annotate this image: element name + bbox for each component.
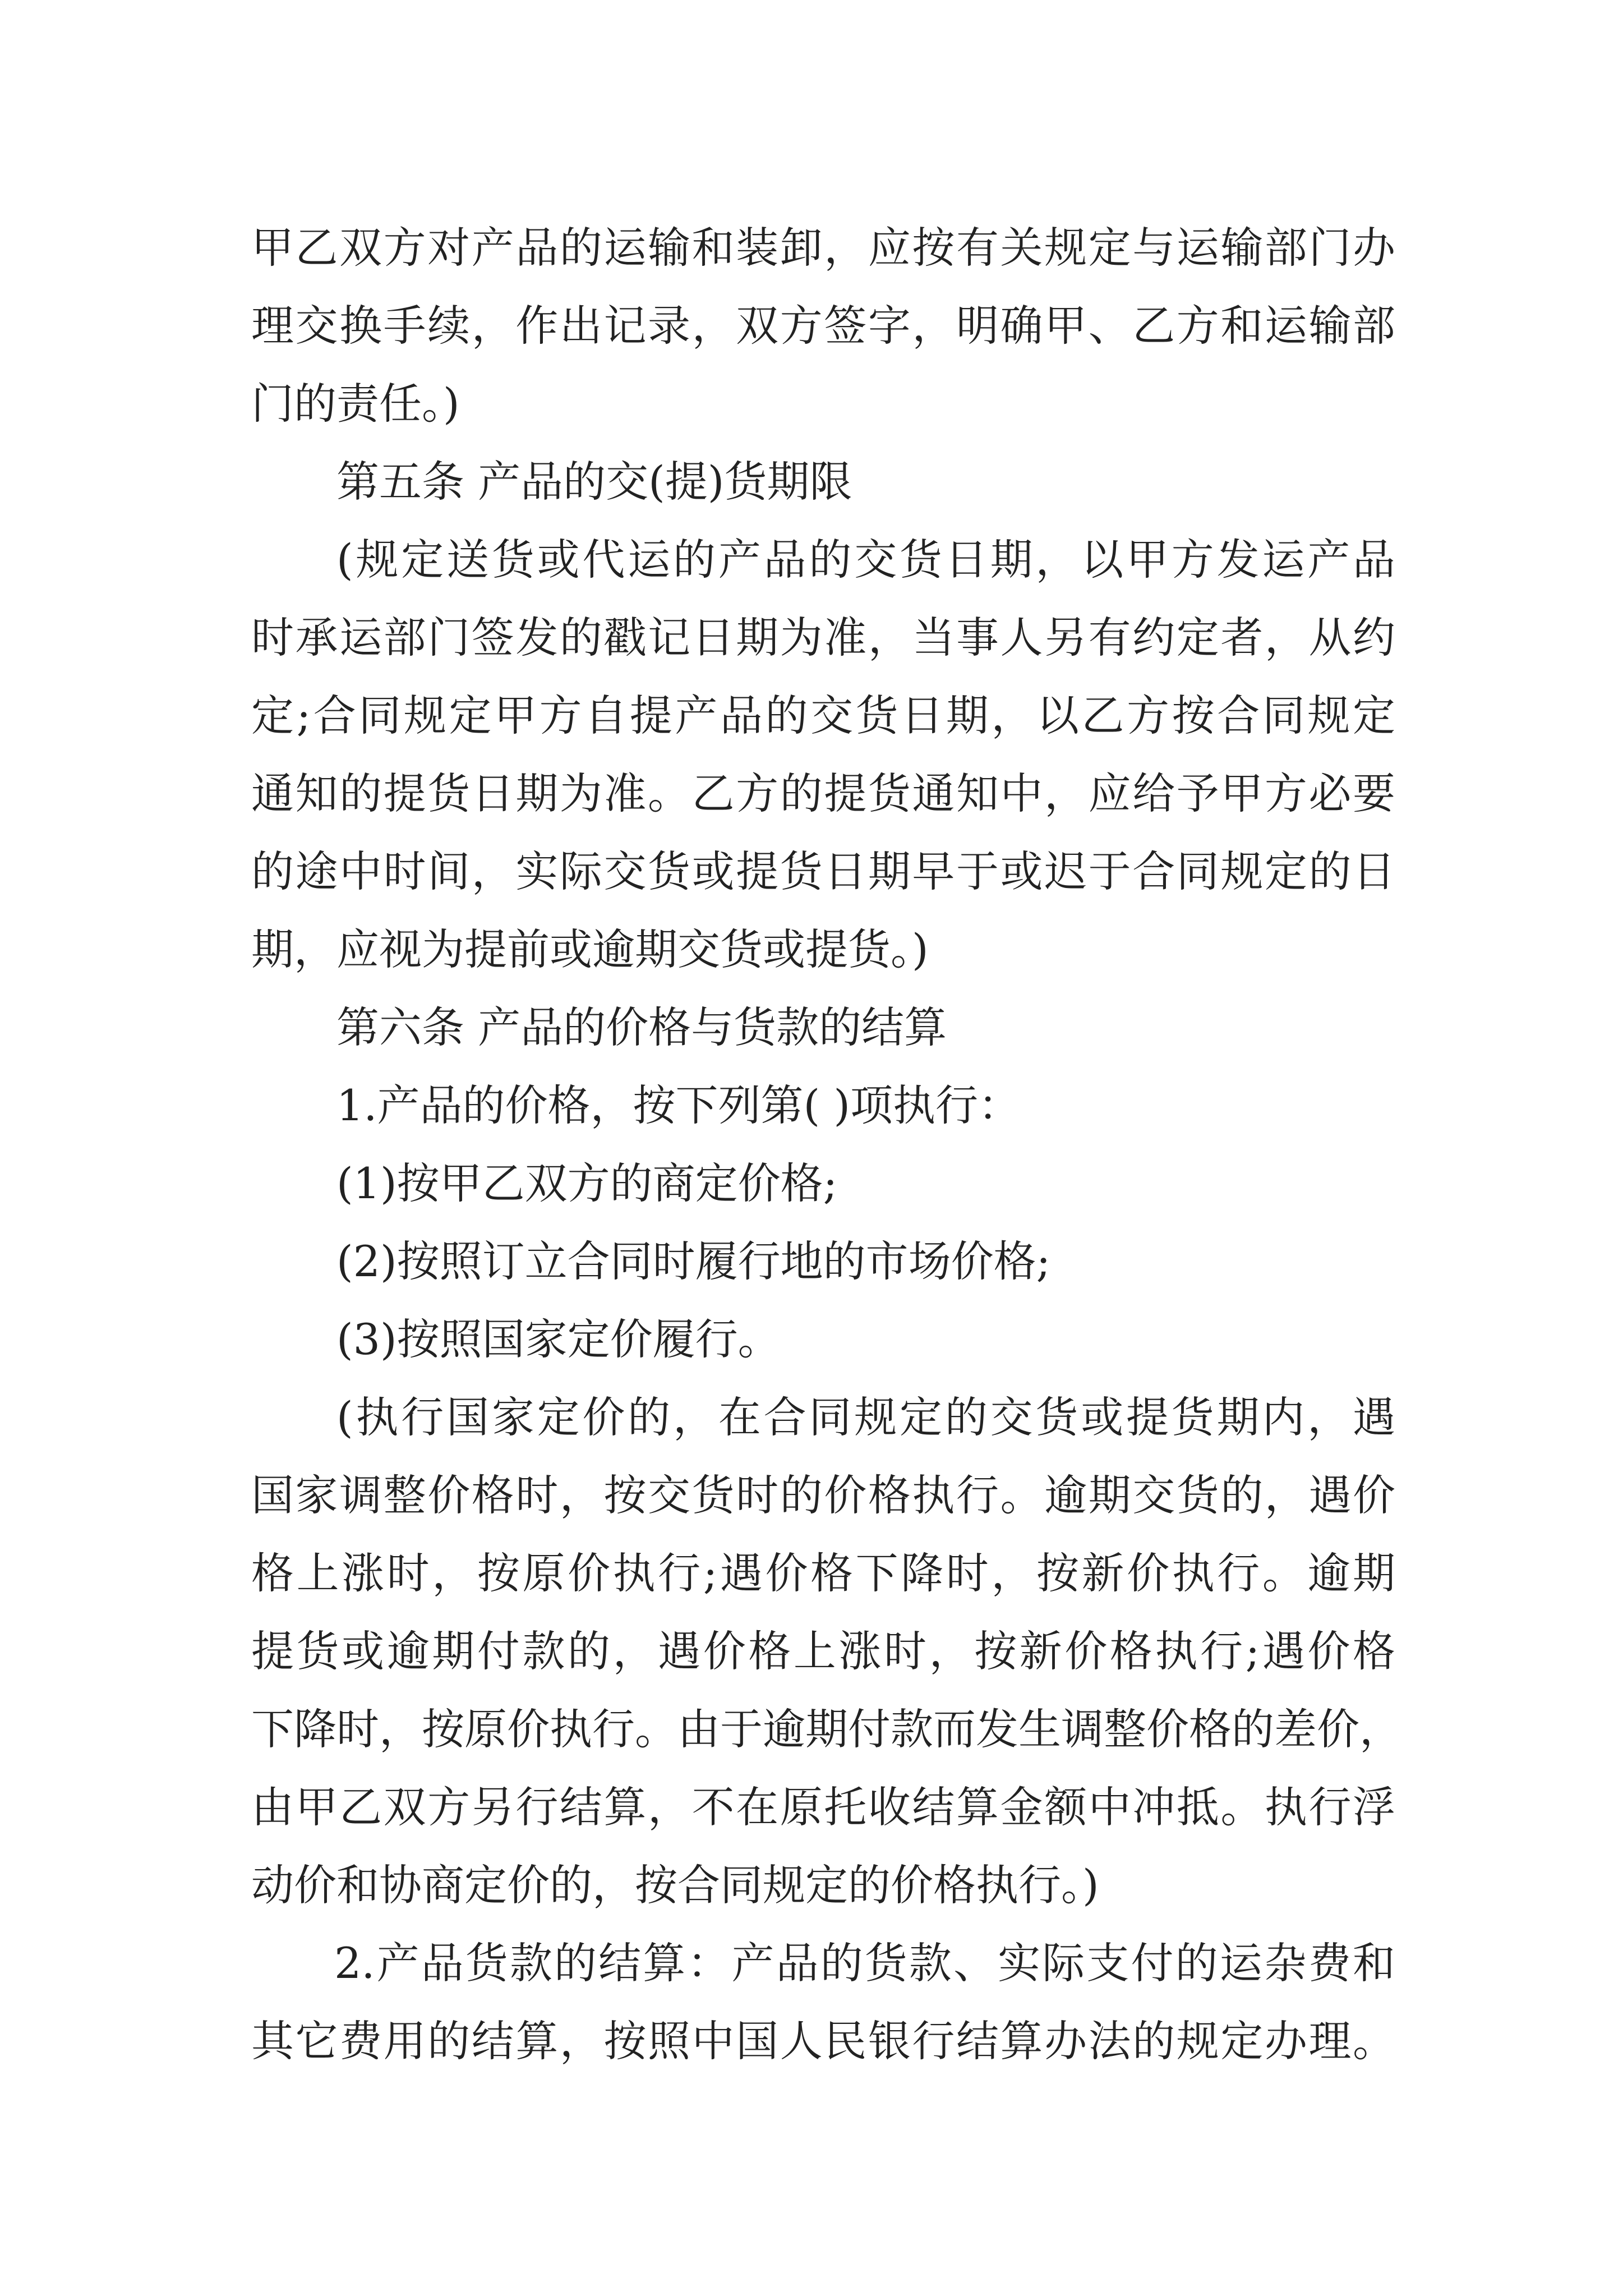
paragraph-line: 动价和协商定价的，按合同规定的价格执行。) bbox=[251, 1860, 1099, 1910]
clause-item: 2.产品货款的结算：产品的货款、实际支付的运杂费和 bbox=[334, 1938, 1395, 1988]
paragraph-line: 定;合同规定甲方自提产品的交货日期，以乙方按合同规定 bbox=[251, 691, 1395, 740]
paragraph-line: 时承运部门签发的戳记日期为准，当事人另有约定者，从约 bbox=[251, 613, 1395, 662]
clause-option: (1)按甲乙双方的商定价格; bbox=[336, 1158, 838, 1208]
paragraph-line: (规定送货或代运的产品的交货日期，以甲方发运产品 bbox=[336, 535, 1395, 585]
clause-item: 1.产品的价格，按下列第( )项执行： bbox=[336, 1080, 1021, 1130]
paragraph-line: 由甲乙双方另行结算，不在原托收结算金额中冲抵。执行浮 bbox=[251, 1782, 1395, 1832]
paragraph-line: 通知的提货日期为准。乙方的提货通知中，应给予甲方必要 bbox=[251, 769, 1395, 818]
paragraph-line: (执行国家定价的，在合同规定的交货或提货期内，遇 bbox=[336, 1392, 1395, 1442]
paragraph-line: 理交换手续，作出记录，双方签字，明确甲、乙方和运输部 bbox=[251, 301, 1395, 351]
clause-option: (2)按照订立合同时履行地的市场价格; bbox=[336, 1236, 1051, 1286]
paragraph-line: 国家调整价格时，按交货时的价格执行。逾期交货的，遇价 bbox=[251, 1470, 1395, 1520]
paragraph-line: 甲乙双方对产品的运输和装卸，应按有关规定与运输部门办 bbox=[251, 223, 1395, 273]
paragraph-line: 提货或逾期付款的，遇价格上涨时，按新价格执行;遇价格 bbox=[251, 1626, 1395, 1676]
article-heading: 第五条 产品的交(提)货期限 bbox=[336, 457, 852, 507]
paragraph-line: 下降时，按原价执行。由于逾期付款而发生调整价格的差价， bbox=[251, 1704, 1402, 1754]
paragraph-line: 的途中时间，实际交货或提货日期早于或迟于合同规定的日 bbox=[251, 846, 1395, 896]
paragraph-line: 期，应视为提前或逾期交货或提货。) bbox=[251, 924, 929, 974]
article-heading: 第六条 产品的价格与货款的结算 bbox=[336, 1002, 947, 1052]
contract-body-text bbox=[251, 209, 1402, 2080]
paragraph-line: 门的责任。) bbox=[251, 379, 460, 429]
paragraph-line: 格上涨时，按原价执行;遇价格下降时，按新价执行。逾期 bbox=[251, 1548, 1395, 1598]
clause-option: (3)按照国家定价履行。 bbox=[336, 1314, 781, 1364]
paragraph-line: 其它费用的结算，按照中国人民银行结算办法的规定办理。 bbox=[251, 2016, 1395, 2066]
